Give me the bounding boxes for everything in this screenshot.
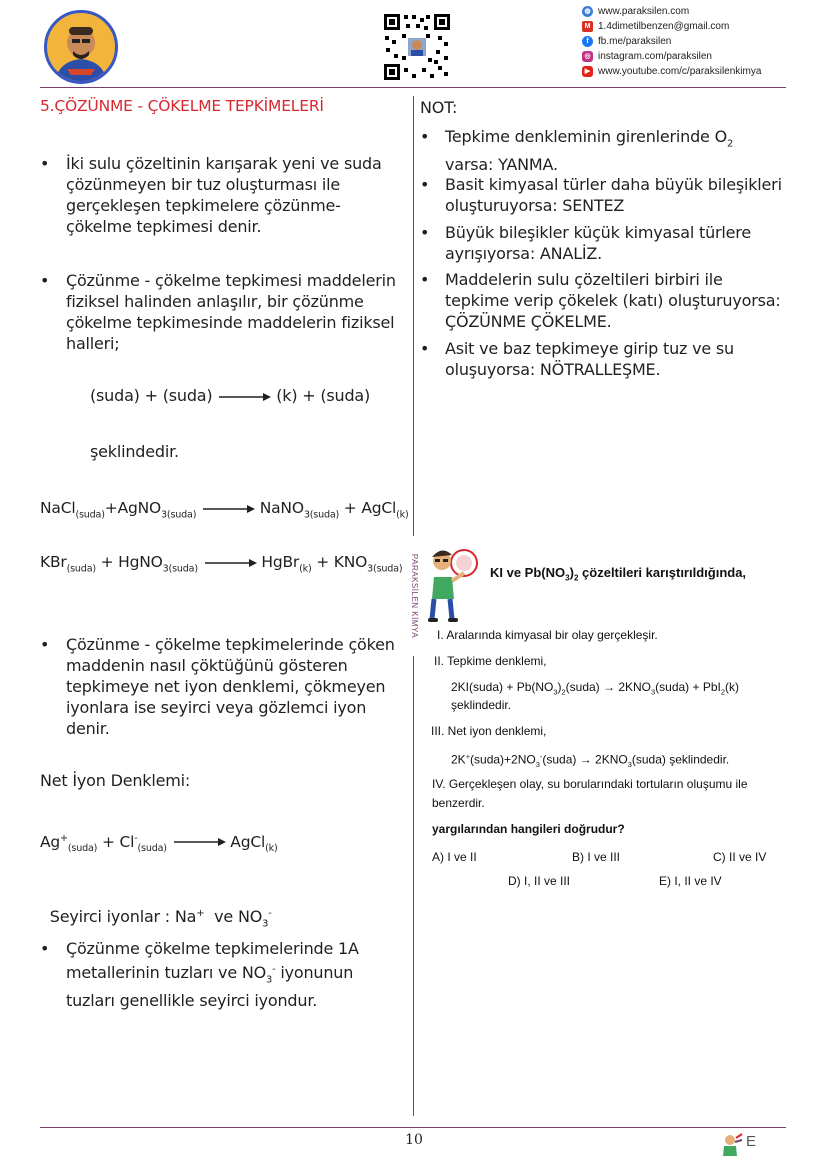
spectator-note: Çözünme çökelme tepkimelerinde 1A metallerinin tuzları ve $NO_3^-$ iyonunun tuzları genellikle seyirci iyondur.: [66, 939, 359, 1011]
note-analiz: Büyük bileşikler küçük kimyasal türlere ayrışıyorsa: ANALİZ.: [445, 223, 751, 263]
facebook-icon: f: [582, 36, 593, 47]
author-avatar: [44, 10, 118, 84]
bullet-marker: •: [420, 175, 430, 194]
bullet-marker: •: [40, 939, 50, 958]
contact-website[interactable]: ◍ www.paraksilen.com: [582, 5, 689, 19]
option-d[interactable]: D) I, II ve III: [508, 874, 571, 888]
option-c[interactable]: C) II ve IV: [713, 850, 767, 864]
reaction-arrow-icon: [201, 504, 255, 514]
question-ask: yargılarından hangileri doğrudur?: [432, 822, 625, 836]
statement-iv: IV. Gerçekleşen olay, su borularındaki tortuların oluşumu ile benzerdir.: [432, 777, 748, 810]
question-prompt: KI ve $Pb(NO_3)_2$ çözeltileri karıştırıldığında,: [490, 565, 747, 583]
contact-facebook[interactable]: f fb.me/paraksilen: [582, 35, 671, 49]
net-ion-equation: $Ag^+_{(suda)} + Cl^-_{(suda)}$ AgCl$_{(k)}$: [40, 832, 278, 855]
reaction-arrow-icon: [217, 392, 271, 402]
note-cozunme: Maddelerin sulu çözeltileri birbiri ile tepkime verip çökelek (katı) oluşturuyorsa: ÇÖZÜNME ÇÖKELME.: [445, 270, 781, 331]
reaction-arrow-icon: [172, 837, 226, 847]
general-equation: (suda) + (suda) (k) + (suda): [90, 386, 371, 405]
bullet-marker: •: [420, 270, 430, 289]
bullet-marker: •: [40, 271, 50, 290]
statement-ii-equation: 2KI(suda) + $Pb(NO_3)_2(suda)$ → $2KNO_3(suda) + PbI_2(k)$: [451, 680, 739, 697]
equation-nacl: NaCl$_{(suda)}$+AgNO$_{3(suda)}$ NaNO$_{3(suda)}$ + AgCl$_{(k)}$: [40, 499, 409, 521]
qr-code[interactable]: [382, 12, 452, 82]
statement-ii-end: şeklindedir.: [451, 698, 512, 712]
net-ion-definition: Çözünme - çökelme tepkimelerinde çöken maddenin nasıl çöktüğünü gösteren tepkimeye net iyon denklemi, çökmeyen iyonlara ise seyirci veya gözlemci iyon denir.: [66, 635, 395, 738]
statement-iii-equation: $2K^+(suda)+2NO_3^-(suda)$ → $2KNO_3(suda)$ şeklindedir.: [451, 752, 730, 769]
equation-kbr: KBr$_{(suda)}$ + HgNO$_{3(suda)}$ HgBr$_{(k)}$ + $KNO_{3(suda)}$: [40, 553, 403, 575]
bullet-marker: •: [420, 127, 430, 146]
mascot-icon: [426, 543, 482, 623]
page-number: 10: [405, 1132, 423, 1148]
statement-ii: II. Tepkime denklemi,: [434, 654, 547, 668]
youtube-icon: ▶: [582, 66, 593, 77]
not-title: NOT:: [420, 98, 458, 117]
header-rule: [40, 87, 786, 88]
statement-i: I. Aralarında kimyasal bir olay gerçekleşir.: [437, 628, 658, 642]
author-portrait-icon: [47, 13, 115, 81]
contact-email[interactable]: M 1.4dimetilbenzen@gmail.com: [582, 20, 729, 34]
instagram-icon: ◎: [582, 51, 593, 62]
bullet-marker: •: [420, 223, 430, 242]
note-yanma: Tepkime denkleminin girenlerinde $O_2$ varsa: YANMA.: [445, 127, 734, 175]
option-b[interactable]: B) I ve III: [572, 850, 621, 864]
side-label: PARAKSİLEN KİMYA: [407, 536, 419, 656]
option-e[interactable]: E) I, II ve IV: [659, 874, 722, 888]
gmail-icon: M: [582, 21, 593, 32]
bullet-marker: •: [420, 339, 430, 358]
brand-letter: E: [746, 1133, 757, 1150]
physical-state-paragraph: Çözünme - çökelme tepkimesi maddelerin fiziksel halinden anlaşılır, bir çözünme çökelme tepkimesinde maddelerin fiziksel halleri;: [66, 271, 396, 353]
section-title: 5.ÇÖZÜNME - ÇÖKELME TEPKİMELERİ: [40, 97, 324, 115]
globe-icon: ◍: [582, 6, 593, 17]
option-a[interactable]: A) I ve II: [432, 850, 477, 864]
footer-rule: [40, 1127, 786, 1128]
definition-paragraph: İki sulu çözeltinin karışarak yeni ve suda çözünmeyen bir tuz oluşturması ile gerçekleşen tepkimelere çözünme- çökelme tepkimesi denir.: [66, 154, 382, 236]
reaction-arrow-icon: [203, 558, 257, 568]
net-ion-title: Net İyon Denklemi:: [40, 771, 191, 790]
seklindedir-text: şeklindedir.: [90, 442, 179, 461]
contact-instagram[interactable]: ◎ instagram.com/paraksilen: [582, 50, 712, 64]
brand-logo-icon: [720, 1132, 744, 1158]
bullet-marker: •: [40, 635, 50, 654]
mascot-illustration: [426, 543, 482, 623]
note-sentez: Basit kimyasal türler daha büyük bileşikleri oluşturuyorsa: SENTEZ: [445, 175, 782, 215]
contact-youtube[interactable]: ▶ www.youtube.com/c/paraksilenkimya: [582, 65, 761, 79]
bullet-marker: •: [40, 154, 50, 173]
note-notralleşme: Asit ve baz tepkimeye girip tuz ve su oluşuyorsa: NÖTRALLEŞME.: [445, 339, 734, 379]
statement-iii: III. Net iyon denklemi,: [431, 724, 547, 738]
spectator-ions: Seyirci iyonlar : Na+ ve $NO_3^-$: [49, 906, 272, 930]
